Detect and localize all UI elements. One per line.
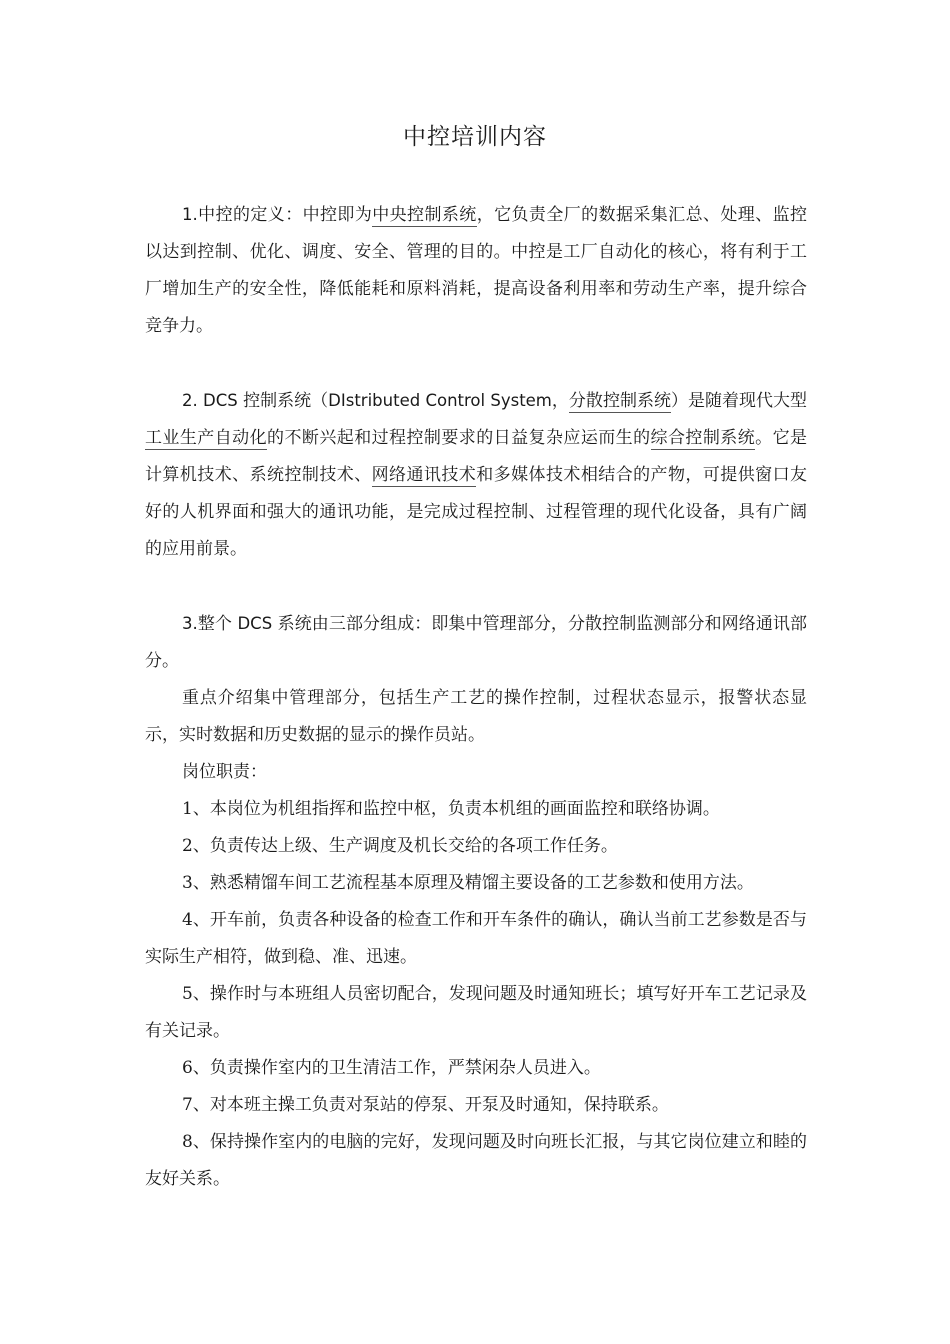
paragraph-gap (145, 345, 807, 382)
section-3-paragraph (145, 605, 807, 680)
section-2-text-c: ）是随着现代大型 (670, 391, 808, 411)
duty-item: 5、操作时与本班组人员密切配合，发现问题及时通知班长；填写好开车工艺记录及有关记录。 (145, 984, 807, 1041)
section-2-paragraph (145, 382, 807, 568)
section-2-text-d: 的不断兴起和过程控制要求的日益复杂应运而生的 (267, 428, 651, 448)
link-integrated-control-system[interactable]: 综合控制系统 (650, 428, 756, 448)
intro-paragraph: 重点介绍集中管理部分，包括生产工艺的操作控制，过程状态显示，报警状态显示，实时数据和历史数据的显示的操作员站。 (145, 688, 807, 745)
section-3-number: 3. (182, 614, 198, 633)
section-2-number: 2. DCS (182, 391, 238, 410)
document-body (145, 196, 807, 1198)
section-1-paragraph (145, 196, 807, 345)
paragraph-gap (145, 568, 807, 605)
section-2-text-f: 和多媒体技术相结合的产物，可提供窗口友好的人机界面和强大的通讯功能，是完成过程控制、过程管理的现代化设备，具有广阔的应用前景。 (145, 465, 808, 559)
link-network-communication[interactable]: 网络通讯技术 (371, 465, 477, 485)
section-3-text-b: 系统由三部分组成：即集中管理部分，分散控制监测部分和网络通讯部分。 (145, 614, 807, 671)
duty-item: 3、熟悉精馏车间工艺流程基本原理及精馏主要设备的工艺参数和使用方法。 (182, 873, 754, 893)
section-3-dcs: DCS (237, 614, 273, 633)
link-industrial-automation[interactable]: 工业生产自动化 (145, 428, 268, 448)
duty-item: 7、对本班主操工负责对泵站的停泵、开泵及时通知，保持联系。 (182, 1095, 669, 1115)
link-central-control-system[interactable]: 中央控制系统 (372, 205, 477, 225)
duty-item: 8、保持操作室内的电脑的完好，发现问题及时向班长汇报，与其它岗位建立和睦的友好关系。 (145, 1132, 807, 1189)
duty-item: 1、本岗位为机组指挥和监控中枢，负责本机组的画面监控和联络协调。 (182, 799, 720, 819)
section-2-text-e: 。它是计算机技术、系统控制技术、 (145, 428, 808, 485)
section-1-text-b: ，它负责全厂的数据采集汇总、处理、监控以达到控制、优化、调度、安全、管理的目的。中控是工厂自动化的核心，将有利于工厂增加生产的安全性，降低能耗和原料消耗，提高设备利用率和劳动生产率，提升综合竞争力。 (145, 205, 808, 336)
section-1-text-a: 中控的定义：中控即为 (197, 205, 373, 225)
duty-item: 6、负责操作室内的卫生清洁工作，严禁闲杂人员进入。 (182, 1058, 601, 1078)
section-3-text-a: 整个 (197, 614, 238, 634)
link-distributed-control-system[interactable]: 分散控制系统 (568, 391, 671, 411)
duties-heading: 岗位职责： (182, 762, 267, 782)
section-1-number: 1. (182, 205, 198, 224)
section-2-english-term: DIstributed Control System (328, 391, 552, 410)
duty-item: 4、开车前，负责各种设备的检查工作和开车条件的确认，确认当前工艺参数是否与实际生产相符，做到稳、准、迅速。 (145, 910, 807, 967)
duty-item: 2、负责传达上级、生产调度及机长交给的各项工作任务。 (182, 836, 618, 856)
section-2-text-b: ， (551, 391, 569, 411)
section-2-text-a: 控制系统（ (237, 391, 329, 411)
document-title: 中控培训内容 (403, 124, 547, 150)
